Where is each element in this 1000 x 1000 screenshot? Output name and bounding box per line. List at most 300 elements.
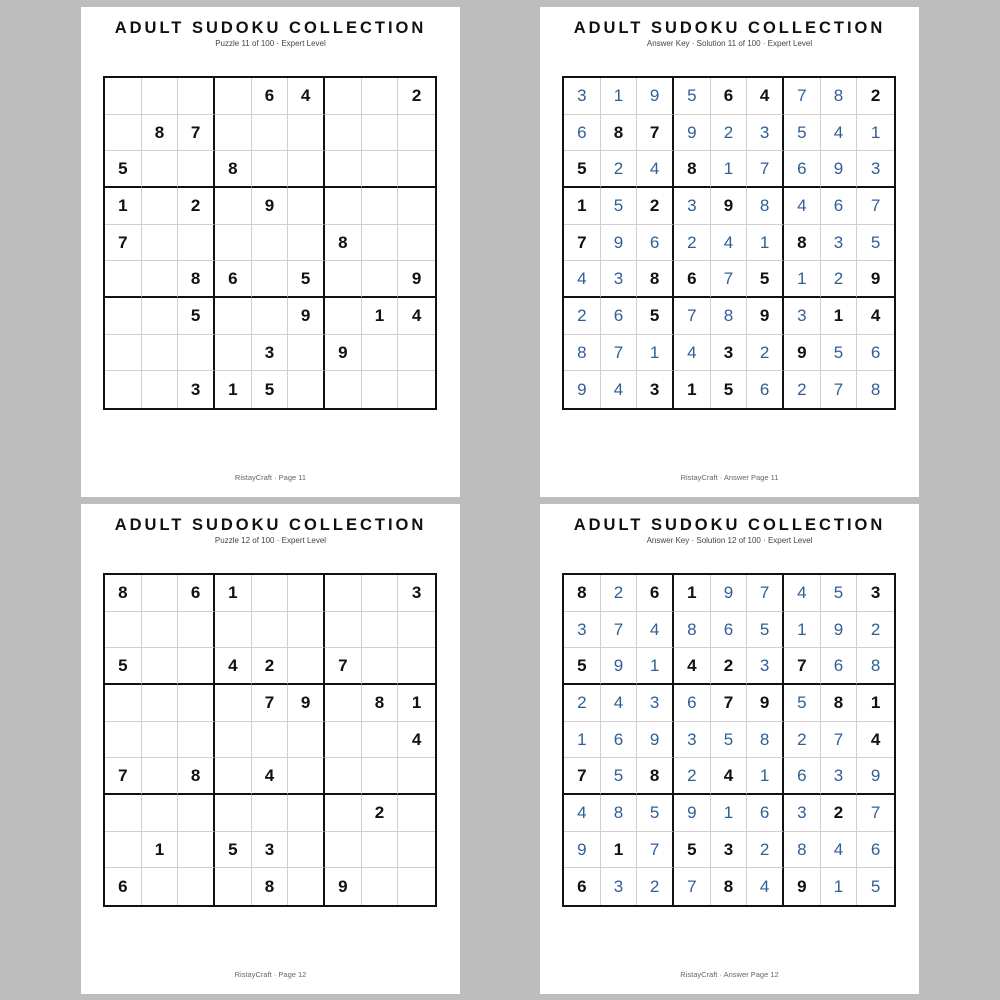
sudoku-cell: 8: [325, 225, 362, 262]
sudoku-cell: 1: [215, 371, 252, 408]
sudoku-cell: 2: [857, 612, 894, 649]
sudoku-cell: 8: [178, 758, 215, 795]
sudoku-cell: 6: [711, 78, 748, 115]
sudoku-cell: [362, 225, 399, 262]
page-footer: RistayCraft · Answer Page 12: [680, 970, 779, 979]
sudoku-cell: 9: [784, 868, 821, 905]
sudoku-cell: [398, 648, 435, 685]
sudoku-cell: [398, 225, 435, 262]
sudoku-cell: 1: [821, 868, 858, 905]
sudoku-cell: 4: [601, 685, 638, 722]
sudoku-cell: 1: [215, 575, 252, 612]
sudoku-cell: 9: [564, 832, 601, 869]
sudoku-cell: 8: [637, 758, 674, 795]
sudoku-grid: [103, 573, 437, 907]
sudoku-cell: 5: [564, 648, 601, 685]
sudoku-cell: 1: [142, 832, 179, 869]
sudoku-cell: 4: [711, 225, 748, 262]
sudoku-cell: 8: [252, 868, 289, 905]
sudoku-cell: 2: [711, 115, 748, 152]
sudoku-cell: [288, 188, 325, 225]
sudoku-cell: 7: [637, 115, 674, 152]
sudoku-cell: 7: [821, 722, 858, 759]
sudoku-cell: [325, 832, 362, 869]
sudoku-cell: [215, 795, 252, 832]
sudoku-cell: 1: [105, 188, 142, 225]
sudoku-cell: [142, 298, 179, 335]
sudoku-cell: 8: [857, 648, 894, 685]
sudoku-cell: 7: [674, 868, 711, 905]
sudoku-cell: 5: [711, 722, 748, 759]
sudoku-cell: [178, 868, 215, 905]
sudoku-cell: [215, 225, 252, 262]
sudoku-cell: 1: [601, 832, 638, 869]
sudoku-cell: 9: [325, 335, 362, 372]
sudoku-cell: 5: [637, 795, 674, 832]
sudoku-cell: 1: [637, 335, 674, 372]
sudoku-cell: 6: [105, 868, 142, 905]
page-footer: RistayCraft · Answer Page 11: [680, 473, 779, 482]
sudoku-cell: 5: [674, 78, 711, 115]
sudoku-cell: 5: [747, 261, 784, 298]
sudoku-cell: 9: [637, 722, 674, 759]
sudoku-cell: 2: [637, 188, 674, 225]
sudoku-cell: 3: [747, 648, 784, 685]
sudoku-cell: [398, 758, 435, 795]
sudoku-cell: [362, 78, 399, 115]
sudoku-cell: [142, 758, 179, 795]
sudoku-cell: 2: [821, 261, 858, 298]
sudoku-cell: [142, 868, 179, 905]
sudoku-cell: 7: [601, 612, 638, 649]
sudoku-cell: [215, 335, 252, 372]
answer-page-12: [540, 504, 919, 994]
sudoku-cell: [288, 795, 325, 832]
sudoku-cell: 3: [252, 335, 289, 372]
sudoku-cell: 5: [857, 225, 894, 262]
sudoku-cell: [362, 612, 399, 649]
sudoku-cell: 2: [398, 78, 435, 115]
sudoku-cell: [142, 225, 179, 262]
sudoku-cell: [178, 612, 215, 649]
sudoku-cell: [252, 151, 289, 188]
sudoku-cell: 2: [674, 758, 711, 795]
sudoku-cell: 1: [711, 151, 748, 188]
sudoku-cell: 9: [857, 261, 894, 298]
sudoku-cell: 8: [637, 261, 674, 298]
page-title: ADULT SUDOKU COLLECTION: [573, 516, 886, 534]
page-title: ADULT SUDOKU COLLECTION: [573, 19, 886, 37]
sudoku-cell: [178, 335, 215, 372]
sudoku-cell: 6: [564, 115, 601, 152]
sudoku-cell: 3: [637, 685, 674, 722]
sudoku-cell: 7: [784, 648, 821, 685]
sudoku-cell: 3: [564, 78, 601, 115]
sudoku-cell: 9: [288, 298, 325, 335]
sudoku-cell: [362, 648, 399, 685]
sudoku-cell: [362, 188, 399, 225]
sudoku-cell: 4: [564, 261, 601, 298]
sudoku-cell: 8: [711, 298, 748, 335]
sudoku-cell: 8: [215, 151, 252, 188]
sudoku-cell: [398, 335, 435, 372]
sudoku-cell: 7: [601, 335, 638, 372]
sudoku-cell: [325, 371, 362, 408]
sudoku-cell: 6: [215, 261, 252, 298]
sudoku-cell: [142, 78, 179, 115]
sudoku-cell: [398, 868, 435, 905]
sudoku-cell: 6: [564, 868, 601, 905]
sudoku-cell: 6: [784, 151, 821, 188]
sudoku-cell: 9: [252, 188, 289, 225]
sudoku-cell: 6: [674, 685, 711, 722]
sudoku-cell: 6: [821, 188, 858, 225]
sudoku-cell: [215, 78, 252, 115]
sudoku-cell: 3: [601, 261, 638, 298]
sudoku-cell: 7: [711, 685, 748, 722]
sudoku-cell: 3: [747, 115, 784, 152]
sudoku-cell: [142, 151, 179, 188]
sudoku-cell: 9: [711, 188, 748, 225]
sudoku-cell: [215, 188, 252, 225]
sudoku-cell: 1: [711, 795, 748, 832]
sudoku-cell: [105, 612, 142, 649]
sudoku-cell: 5: [821, 335, 858, 372]
sudoku-cell: [362, 335, 399, 372]
sudoku-cell: [325, 78, 362, 115]
sudoku-cell: 6: [857, 832, 894, 869]
sudoku-cell: [288, 722, 325, 759]
sudoku-cell: 4: [821, 115, 858, 152]
sudoku-cell: 8: [711, 868, 748, 905]
page-subtitle: Puzzle 12 of 100 · Expert Level: [214, 536, 327, 545]
sudoku-cell: 1: [398, 685, 435, 722]
sudoku-cell: 4: [857, 298, 894, 335]
sudoku-cell: [325, 151, 362, 188]
sudoku-cell: 6: [601, 722, 638, 759]
sudoku-cell: 6: [711, 612, 748, 649]
sudoku-cell: 8: [821, 685, 858, 722]
sudoku-cell: 1: [564, 188, 601, 225]
sudoku-cell: 6: [784, 758, 821, 795]
sudoku-cell: 1: [821, 298, 858, 335]
sudoku-cell: 4: [215, 648, 252, 685]
sudoku-cell: [252, 261, 289, 298]
sudoku-cell: [215, 722, 252, 759]
sudoku-cell: 4: [288, 78, 325, 115]
sudoku-cell: 4: [637, 612, 674, 649]
sudoku-cell: 6: [747, 795, 784, 832]
sudoku-cell: 3: [784, 298, 821, 335]
sudoku-solution-grid: [562, 573, 896, 907]
page-subtitle: Answer Key · Solution 11 of 100 · Expert Level: [646, 39, 813, 48]
sudoku-cell: 3: [398, 575, 435, 612]
sudoku-cell: 7: [784, 78, 821, 115]
page-title: ADULT SUDOKU COLLECTION: [114, 516, 427, 534]
sudoku-cell: 8: [784, 832, 821, 869]
sudoku-cell: 4: [398, 298, 435, 335]
sudoku-cell: 8: [821, 78, 858, 115]
sudoku-cell: [252, 115, 289, 152]
page-title: ADULT SUDOKU COLLECTION: [114, 19, 427, 37]
sudoku-cell: 5: [601, 758, 638, 795]
sudoku-cell: 1: [784, 612, 821, 649]
sudoku-cell: 4: [252, 758, 289, 795]
sudoku-cell: 6: [601, 298, 638, 335]
sudoku-cell: 2: [821, 795, 858, 832]
sudoku-cell: 1: [674, 371, 711, 408]
sudoku-cell: [178, 151, 215, 188]
sudoku-cell: 4: [398, 722, 435, 759]
sudoku-cell: 3: [711, 335, 748, 372]
sudoku-cell: 6: [857, 335, 894, 372]
sudoku-cell: 8: [674, 612, 711, 649]
sudoku-cell: [252, 225, 289, 262]
sudoku-cell: [178, 225, 215, 262]
sudoku-cell: [325, 188, 362, 225]
sudoku-cell: [362, 115, 399, 152]
sudoku-cell: [215, 868, 252, 905]
sudoku-cell: 9: [821, 151, 858, 188]
sudoku-cell: [362, 261, 399, 298]
sudoku-cell: 5: [564, 151, 601, 188]
sudoku-cell: [215, 298, 252, 335]
sudoku-cell: 3: [637, 371, 674, 408]
sudoku-cell: 8: [564, 335, 601, 372]
sudoku-cell: 7: [857, 795, 894, 832]
sudoku-cell: 1: [747, 758, 784, 795]
sudoku-cell: 1: [784, 261, 821, 298]
sudoku-cell: 9: [674, 115, 711, 152]
sudoku-cell: 5: [747, 612, 784, 649]
sudoku-cell: 2: [252, 648, 289, 685]
sudoku-cell: 5: [711, 371, 748, 408]
sudoku-cell: 9: [747, 298, 784, 335]
sudoku-cell: 5: [870, 877, 881, 897]
sudoku-cell: [252, 298, 289, 335]
sudoku-cell: 3: [564, 612, 601, 649]
sudoku-grid: [103, 76, 437, 410]
sudoku-cell: [362, 832, 399, 869]
sudoku-cell: 8: [142, 115, 179, 152]
sudoku-cell: [288, 335, 325, 372]
sudoku-cell: [325, 685, 362, 722]
sudoku-cell: 4: [601, 371, 638, 408]
sudoku-cell: 2: [674, 225, 711, 262]
sudoku-cell: [288, 115, 325, 152]
sudoku-cell: 2: [601, 575, 638, 612]
sudoku-cell: 7: [711, 261, 748, 298]
sudoku-cell: 2: [747, 335, 784, 372]
sudoku-cell: [178, 78, 215, 115]
sudoku-cell: 9: [784, 335, 821, 372]
sudoku-cell: 9: [637, 78, 674, 115]
sudoku-cell: 7: [564, 225, 601, 262]
sudoku-cell: 6: [637, 575, 674, 612]
sudoku-cell: 3: [821, 225, 858, 262]
sudoku-cell: 5: [252, 371, 289, 408]
sudoku-cell: 3: [821, 758, 858, 795]
sudoku-cell: 4: [821, 832, 858, 869]
sudoku-cell: 4: [747, 868, 784, 905]
sudoku-cell: [178, 648, 215, 685]
sudoku-cell: [105, 298, 142, 335]
sudoku-cell: 3: [674, 188, 711, 225]
sudoku-cell: 5: [821, 575, 858, 612]
sudoku-cell: [288, 868, 325, 905]
sudoku-cell: 4: [747, 78, 784, 115]
sudoku-cell: [288, 225, 325, 262]
sudoku-cell: [288, 151, 325, 188]
sudoku-cell: 5: [784, 115, 821, 152]
sudoku-cell: 9: [398, 261, 435, 298]
sudoku-cell: [105, 371, 142, 408]
sudoku-cell: 7: [105, 758, 142, 795]
sudoku-cell: 1: [857, 115, 894, 152]
sudoku-cell: 9: [857, 758, 894, 795]
sudoku-cell: 9: [601, 225, 638, 262]
sudoku-cell: [142, 335, 179, 372]
sudoku-cell: 9: [564, 371, 601, 408]
sudoku-cell: [362, 371, 399, 408]
sudoku-cell: [142, 575, 179, 612]
sudoku-cell: [215, 115, 252, 152]
sudoku-cell: 1: [637, 648, 674, 685]
sudoku-cell: [178, 795, 215, 832]
sudoku-cell: 4: [784, 188, 821, 225]
sudoku-cell: 7: [325, 648, 362, 685]
sudoku-cell: 2: [637, 868, 674, 905]
sudoku-cell: 4: [674, 648, 711, 685]
sudoku-cell: 8: [178, 261, 215, 298]
sudoku-cell: [325, 261, 362, 298]
sudoku-cell: 8: [747, 188, 784, 225]
sudoku-cell: 8: [362, 685, 399, 722]
sudoku-solution-grid: [562, 76, 896, 410]
sudoku-cell: [288, 575, 325, 612]
sudoku-cell: 9: [674, 795, 711, 832]
sudoku-cell: 7: [821, 371, 858, 408]
sudoku-cell: [288, 758, 325, 795]
sudoku-cell: 7: [105, 225, 142, 262]
sudoku-cell: 4: [674, 335, 711, 372]
sudoku-cell: [362, 575, 399, 612]
sudoku-cell: [252, 795, 289, 832]
page-footer: RistayCraft · Page 11: [234, 473, 307, 482]
sudoku-cell: 2: [857, 78, 894, 115]
sudoku-cell: 7: [857, 188, 894, 225]
sudoku-cell: 2: [564, 298, 601, 335]
sudoku-cell: 2: [711, 648, 748, 685]
sudoku-cell: 5: [674, 832, 711, 869]
sudoku-cell: [325, 115, 362, 152]
answer-page-11: [540, 7, 919, 497]
sudoku-cell: [288, 371, 325, 408]
sudoku-cell: [178, 832, 215, 869]
sudoku-cell: 4: [857, 722, 894, 759]
sudoku-cell: [362, 722, 399, 759]
sudoku-cell: [288, 648, 325, 685]
page-subtitle: Answer Key · Solution 12 of 100 · Expert Level: [646, 536, 813, 545]
sudoku-cell: 8: [870, 380, 881, 400]
sudoku-cell: 7: [564, 758, 601, 795]
sudoku-cell: 6: [821, 648, 858, 685]
sudoku-cell: [215, 758, 252, 795]
sudoku-cell: [398, 795, 435, 832]
sudoku-cell: [252, 575, 289, 612]
sudoku-cell: 2: [178, 188, 215, 225]
sudoku-cell: 4: [711, 758, 748, 795]
sudoku-cell: [362, 151, 399, 188]
sudoku-cell: 3: [784, 795, 821, 832]
sudoku-cell: 6: [637, 225, 674, 262]
sudoku-cell: [105, 795, 142, 832]
sudoku-cell: 1: [857, 685, 894, 722]
sudoku-cell: 9: [821, 612, 858, 649]
sudoku-cell: 2: [601, 151, 638, 188]
sudoku-cell: [325, 298, 362, 335]
sudoku-cell: 3: [674, 722, 711, 759]
sudoku-cell: 8: [105, 575, 142, 612]
sudoku-cell: [142, 648, 179, 685]
sudoku-cell: 5: [105, 648, 142, 685]
sudoku-cell: 8: [747, 722, 784, 759]
sudoku-cell: 5: [105, 151, 142, 188]
sudoku-cell: 7: [747, 575, 784, 612]
sudoku-cell: [105, 115, 142, 152]
sudoku-cell: 6: [747, 371, 784, 408]
sudoku-cell: 8: [601, 115, 638, 152]
sudoku-cell: 3: [252, 832, 289, 869]
sudoku-cell: 5: [215, 832, 252, 869]
sudoku-cell: 1: [564, 722, 601, 759]
sudoku-cell: 3: [857, 575, 894, 612]
sudoku-cell: [325, 575, 362, 612]
sudoku-cell: 9: [601, 648, 638, 685]
sudoku-cell: 1: [674, 575, 711, 612]
sudoku-cell: [142, 188, 179, 225]
sudoku-cell: 3: [601, 868, 638, 905]
sudoku-cell: [288, 832, 325, 869]
sudoku-cell: 2: [747, 832, 784, 869]
sudoku-cell: [398, 832, 435, 869]
sudoku-cell: [398, 115, 435, 152]
sudoku-cell: [142, 612, 179, 649]
sudoku-cell: [142, 722, 179, 759]
sudoku-cell: [178, 722, 215, 759]
sudoku-cell: [398, 188, 435, 225]
sudoku-cell: [142, 371, 179, 408]
sudoku-cell: 1: [747, 225, 784, 262]
sudoku-cell: 5: [178, 298, 215, 335]
sudoku-cell: 7: [252, 685, 289, 722]
sudoku-cell: 9: [747, 685, 784, 722]
sudoku-cell: 6: [178, 575, 215, 612]
sudoku-cell: 4: [637, 151, 674, 188]
sudoku-cell: [178, 685, 215, 722]
sudoku-cell: [142, 795, 179, 832]
sudoku-cell: 7: [637, 832, 674, 869]
sudoku-cell: 1: [601, 78, 638, 115]
sudoku-cell: [325, 612, 362, 649]
sudoku-cell: 7: [178, 115, 215, 152]
sudoku-cell: 3: [711, 832, 748, 869]
sudoku-cell: 2: [784, 722, 821, 759]
page-footer: RistayCraft · Page 12: [234, 970, 307, 979]
sudoku-cell: 8: [564, 575, 601, 612]
sudoku-cell: [142, 685, 179, 722]
sudoku-cell: [105, 261, 142, 298]
